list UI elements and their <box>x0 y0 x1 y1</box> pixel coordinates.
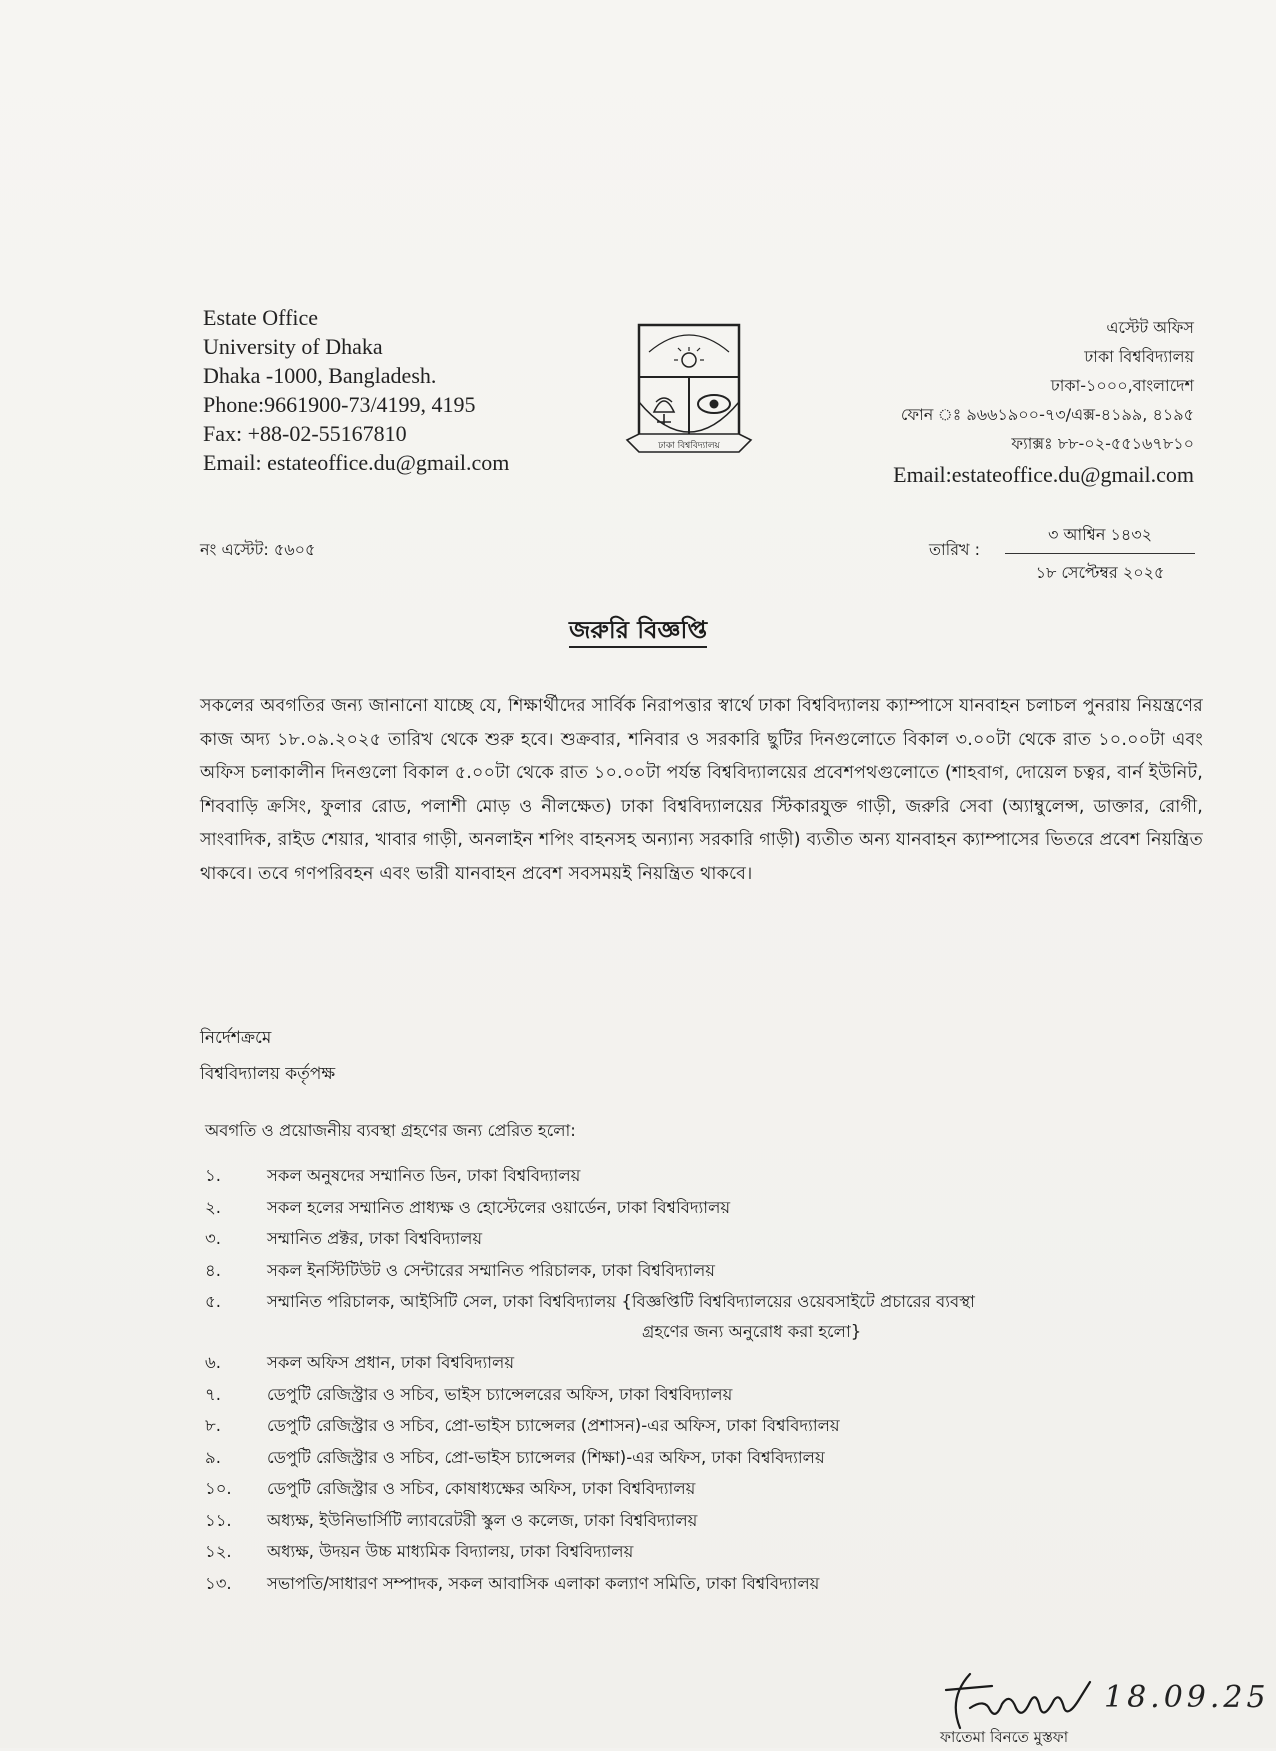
phone-en: Phone:9661900-73/4199, 4195 <box>203 392 476 417</box>
distribution-intro: অবগতি ও প্রয়োজনীয় ব্যবস্থা গ্রহণের জন্য প্রেরিত হলো: <box>205 1121 576 1140</box>
email-en: Email: estateoffice.du@gmail.com <box>203 450 510 475</box>
distribution-list <box>205 1163 1205 1602</box>
phone-bn: ফোন ঃ ৯৬৬১৯০০-৭৩/এক্স-৪১৯৯, ৪১৯৫ <box>900 405 1194 424</box>
item-number: ১. <box>205 1166 221 1185</box>
list-item <box>205 1539 1205 1571</box>
by-order-label: নির্দেশক্রমে <box>200 1028 272 1048</box>
item-text: সকল হলের সম্মানিত প্রাধ্যক্ষ ও হোস্টেলের ওয়ার্ডেন, ঢাকা বিশ্ববিদ্যালয় <box>267 1197 731 1217</box>
item-number: ৯. <box>205 1447 221 1467</box>
item-number: ১১. <box>205 1510 232 1530</box>
university-seal-logo <box>624 322 754 472</box>
notice-body: সকলের অবগতির জন্য জানানো যাচ্ছে যে, শিক্ষার্থীদের সার্বিক নিরাপত্তার স্বার্থে ঢাকা বিশ্ববিদ্যালয় ক্যাম্পাসে যানবাহন চলাচল পুনরায় নিয়ন্ত্রণের কাজ অদ্য ১৮.০৯.২০২৫ তারিখ থেকে শুরু হবে। শুক্রবার, শনিবার ও সরকারি ছুটির দিনগুলোতে বিকাল ৩.০০টা থেকে রাত ১০.০০টা এবং অফিস চলাকালীন দিনগুলো বিকাল ৫.০০টা থেকে রাত ১০.০০টা পর্যন্ত বিশ্ববিদ্যালয়ের প্রবেশপথগুলোতে (শাহবাগ, দোয়েল চত্বর, বার্ন ইউনিট, শিববাড়ি ক্রসিং, ফুলার রোড, পলাশী মোড় ও নীলক্ষেত) ঢাকা বিশ্ববিদ্যালয়ের স্টিকারযুক্ত গাড়ী, জরুরি সেবা (অ্যাম্বুলেন্স, ডাক্তার, রোগী, সাংবাদিক, রাইড শেয়ার, খাবার গাড়ী, অনলাইন শপিং বাহনসহ অন্যান্য সরকারি গাড়ী) ব্যতীত অন্য যানবাহন ক্যাম্পাসের ভিতরে প্রবেশ নিয়ন্ত্রিত থাকবে। তবে গণপরিবহন এবং ভারী যানবাহন প্রবেশ সবসময়ই নিয়ন্ত্রিত থাকবে। <box>200 696 1203 884</box>
email-bn: Email:estateoffice.du@gmail.com <box>893 462 1194 487</box>
item-number: ১৩. <box>205 1573 232 1593</box>
list-item <box>205 1289 1205 1321</box>
list-item <box>205 1382 1205 1414</box>
item-text: ডেপুটি রেজিস্ট্রার ও সচিব, কোষাধ্যক্ষের অফিস, ঢাকা বিশ্ববিদ্যালয় <box>267 1479 696 1498</box>
english-letterhead <box>203 303 509 477</box>
list-item <box>205 1163 1205 1195</box>
list-item-continuation: গ্রহণের জন্য অনুরোধ করা হলো} <box>642 1321 862 1341</box>
item-number: ৭. <box>205 1384 221 1404</box>
item-number: ৪. <box>205 1260 221 1280</box>
signatory-name: ফাতেমা বিনতে মুস্তফা <box>940 1728 1069 1746</box>
notice-title: জরুরি বিজ্ঞপ্তি <box>569 616 707 648</box>
item-text: অধ্যক্ষ, ইউনিভার্সিটি ল্যাবরেটরী স্কুল ও কলেজ, ঢাকা বিশ্ববিদ্যালয় <box>267 1510 698 1530</box>
item-number: ৫. <box>205 1292 221 1311</box>
list-item <box>205 1508 1205 1540</box>
list-item <box>205 1571 1205 1603</box>
item-number: ৩. <box>205 1229 221 1248</box>
reference-number: নং এস্টেট: ৫৬০৫ <box>200 540 316 559</box>
item-text: সকল অফিস প্রধান, ঢাকা বিশ্ববিদ্যালয় <box>267 1353 515 1372</box>
item-text: অধ্যক্ষ, উদয়ন উচ্চ মাধ্যমিক বিদ্যালয়, ঢাকা বিশ্ববিদ্যালয় <box>267 1542 634 1561</box>
gregorian-date: ১৮ সেপ্টেম্বর ২০২৫ <box>1035 563 1165 582</box>
list-item <box>205 1445 1205 1477</box>
list-item <box>205 1476 1205 1508</box>
item-text: সম্মানিত প্রক্টর, ঢাকা বিশ্ববিদ্যালয় <box>267 1229 483 1248</box>
handwritten-signature <box>940 1668 1110 1732</box>
office-name-bn: এস্টেট অফিস <box>1106 318 1194 337</box>
item-text: সকল ইনস্টিটিউট ও সেন্টারের সম্মানিত পরিচালক, ঢাকা বিশ্ববিদ্যালয় <box>267 1260 716 1280</box>
item-number: ১০. <box>205 1479 232 1498</box>
notice-title-wrap <box>0 612 1276 652</box>
authority-name: বিশ্ববিদ্যালয় কর্তৃপক্ষ <box>200 1064 336 1084</box>
item-text: ডেপুটি রেজিস্ট্রার ও সচিব, প্রো-ভাইস চ্যান্সেলর (প্রশাসন)-এর অফিস, ঢাকা বিশ্ববিদ্যালয় <box>267 1416 840 1435</box>
list-item <box>205 1226 1205 1258</box>
university-name-bn: ঢাকা বিশ্ববিদ্যালয় <box>1084 347 1194 366</box>
item-number: ৮. <box>205 1416 221 1435</box>
fax-en: Fax: +88-02-55167810 <box>203 421 407 446</box>
bangla-calendar-date: ৩ আশ্বিন ১৪৩২ <box>1005 522 1195 554</box>
seal-banner-text: ঢাকা বিশ্ববিদ্যালয় <box>658 441 720 451</box>
date-label: তারিখ : <box>929 540 981 559</box>
date-block <box>1005 522 1195 587</box>
bangla-letterhead <box>893 313 1194 489</box>
item-text: সকল অনুষদের সম্মানিত ডিন, ঢাকা বিশ্ববিদ্যালয় <box>267 1166 581 1185</box>
list-item <box>205 1350 1205 1382</box>
list-item <box>205 1258 1205 1290</box>
address-en: Dhaka -1000, Bangladesh. <box>203 363 437 388</box>
item-number: ৬. <box>205 1353 221 1372</box>
item-number: ১২. <box>205 1542 232 1561</box>
authority-block <box>200 1020 335 1092</box>
list-item <box>205 1413 1205 1445</box>
list-item <box>205 1195 1205 1227</box>
office-name-en: Estate Office <box>203 305 319 330</box>
fax-bn: ফ্যাক্সঃ ৮৮-০২-৫৫১৬৭৮১০ <box>1011 434 1194 453</box>
item-text: ডেপুটি রেজিস্ট্রার ও সচিব, ভাইস চ্যান্সেলরের অফিস, ঢাকা বিশ্ববিদ্যালয় <box>267 1384 733 1404</box>
item-text: ডেপুটি রেজিস্ট্রার ও সচিব, প্রো-ভাইস চ্যান্সেলর (শিক্ষা)-এর অফিস, ঢাকা বিশ্ববিদ্যালয় <box>267 1447 825 1467</box>
item-text: সভাপতি/সাধারণ সম্পাদক, সকল আবাসিক এলাকা কল্যাণ সমিতি, ঢাকা বিশ্ববিদ্যালয় <box>267 1573 820 1593</box>
item-number: ২. <box>205 1197 221 1217</box>
signature-date: 18.09.25 <box>1104 1680 1270 1715</box>
address-bn: ঢাকা-১০০০,বাংলাদেশ <box>1050 376 1194 395</box>
item-text: সম্মানিত পরিচালক, আইসিটি সেল, ঢাকা বিশ্ববিদ্যালয় {বিজ্ঞপ্তিটি বিশ্ববিদ্যালয়ের ওয়েবসাইটে প্রচারের ব্যবস্থা <box>267 1292 975 1311</box>
university-name-en: University of Dhaka <box>203 334 383 359</box>
